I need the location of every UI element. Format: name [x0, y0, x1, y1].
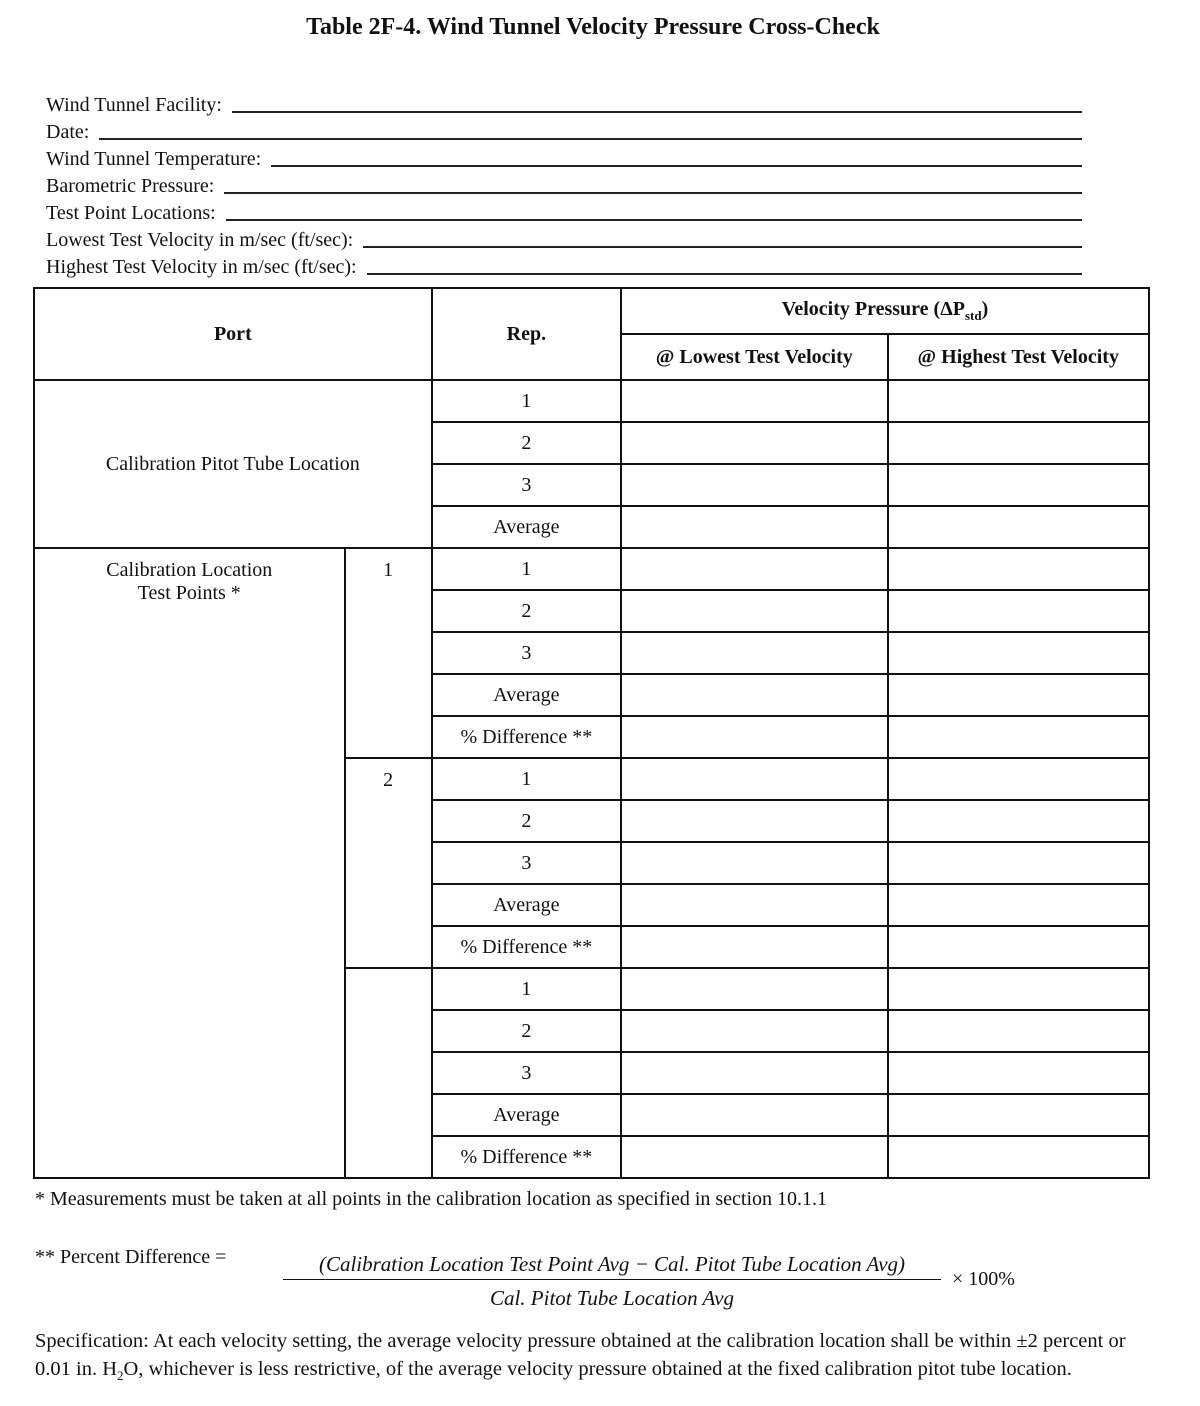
rep-cell: 2: [432, 1010, 621, 1052]
low-entry-cell[interactable]: [621, 758, 887, 800]
page-title: Table 2F-4. Wind Tunnel Velocity Pressure Cross-Check: [306, 14, 880, 40]
low-entry-cell[interactable]: [621, 1094, 887, 1136]
point-number: 2: [345, 758, 432, 968]
formula-multiplier: × 100%: [952, 1268, 1015, 1290]
percent-difference-label: ** Percent Difference =: [35, 1246, 227, 1268]
rep-cell: 2: [432, 422, 621, 464]
high-entry-cell[interactable]: [888, 380, 1150, 422]
high-entry-cell[interactable]: [888, 716, 1150, 758]
low-entry-cell[interactable]: [621, 842, 887, 884]
calibration-location-label: Calibration Location Test Points *: [34, 548, 345, 1178]
rep-cell: 3: [432, 1052, 621, 1094]
date-field[interactable]: [46, 120, 1082, 144]
rep-cell: 3: [432, 842, 621, 884]
pct-diff-cell: % Difference **: [432, 926, 621, 968]
highest-velocity-field[interactable]: [46, 255, 1082, 279]
barometric-label: Barometric Pressure:: [46, 175, 215, 197]
high-entry-cell[interactable]: [888, 674, 1150, 716]
high-entry-cell[interactable]: [888, 1136, 1150, 1178]
rep-cell: 3: [432, 464, 621, 506]
rep-cell: 2: [432, 800, 621, 842]
test-points-blank[interactable]: [226, 207, 1082, 221]
low-entry-cell[interactable]: [621, 716, 887, 758]
high-entry-cell[interactable]: [888, 464, 1150, 506]
high-entry-cell[interactable]: [888, 1010, 1150, 1052]
high-entry-cell[interactable]: [888, 548, 1150, 590]
pct-diff-cell: % Difference **: [432, 1136, 621, 1178]
lowest-velocity-blank[interactable]: [363, 234, 1082, 248]
low-entry-cell[interactable]: [621, 422, 887, 464]
low-entry-cell[interactable]: [621, 380, 887, 422]
point-number-blank: [345, 968, 432, 1178]
average-cell: Average: [432, 1094, 621, 1136]
high-entry-cell[interactable]: [888, 842, 1150, 884]
barometric-blank[interactable]: [224, 180, 1082, 194]
rep-cell: 2: [432, 590, 621, 632]
low-entry-cell[interactable]: [621, 1136, 887, 1178]
low-entry-cell[interactable]: [621, 1052, 887, 1094]
low-entry-cell[interactable]: [621, 548, 887, 590]
highest-velocity-blank[interactable]: [367, 261, 1082, 275]
temperature-field[interactable]: [46, 147, 1082, 171]
formula-denominator: Cal. Pitot Tube Location Avg: [489, 1286, 735, 1310]
high-entry-cell[interactable]: [888, 1094, 1150, 1136]
lowest-velocity-field[interactable]: [46, 228, 1082, 252]
high-entry-cell[interactable]: [888, 1052, 1150, 1094]
point-number: 1: [345, 548, 432, 758]
temperature-label: Wind Tunnel Temperature:: [46, 148, 262, 170]
temperature-blank[interactable]: [271, 153, 1082, 167]
average-cell: Average: [432, 506, 621, 548]
rep-header: Rep.: [432, 288, 621, 380]
test-points-field[interactable]: [46, 201, 1082, 225]
high-entry-cell[interactable]: [888, 506, 1150, 548]
high-entry-cell[interactable]: [888, 884, 1150, 926]
highest-velocity-header: @ Highest Test Velocity: [888, 334, 1150, 380]
facility-label: Wind Tunnel Facility:: [46, 94, 222, 116]
low-entry-cell[interactable]: [621, 800, 887, 842]
high-entry-cell[interactable]: [888, 632, 1150, 674]
formula-numerator: (Calibration Location Test Point Avg − Cal. Pitot Tube Location Avg): [283, 1252, 941, 1280]
footnote-measurements: * Measurements must be taken at all points in the calibration location as specified in section 10.1.1: [35, 1188, 828, 1210]
test-points-label: Test Point Locations:: [46, 202, 216, 224]
highest-velocity-label: Highest Test Velocity in m/sec (ft/sec):: [46, 256, 357, 278]
high-entry-cell[interactable]: [888, 422, 1150, 464]
low-entry-cell[interactable]: [621, 674, 887, 716]
high-entry-cell[interactable]: [888, 926, 1150, 968]
specification-text: Specification: At each velocity setting, the average velocity pressure obtained at the calibration location shall be within ±2 percent or 0.01 in. $H_2O$, whichever is less restrictive, of the average velocity pressure obtained at the fixed calibration pitot tube location.: [35, 1330, 1126, 1384]
pct-diff-cell: % Difference **: [432, 716, 621, 758]
barometric-field[interactable]: [46, 174, 1082, 198]
lowest-velocity-header: @ Lowest Test Velocity: [621, 334, 887, 380]
average-cell: Average: [432, 674, 621, 716]
rep-cell: 3: [432, 632, 621, 674]
port-header: Port: [34, 288, 432, 380]
low-entry-cell[interactable]: [621, 506, 887, 548]
date-label: Date:: [46, 121, 90, 143]
facility-blank[interactable]: [232, 99, 1082, 113]
high-entry-cell[interactable]: [888, 800, 1150, 842]
low-entry-cell[interactable]: [621, 884, 887, 926]
high-entry-cell[interactable]: [888, 758, 1150, 800]
high-entry-cell[interactable]: [888, 968, 1150, 1010]
low-entry-cell[interactable]: [621, 464, 887, 506]
rep-cell: 1: [432, 380, 621, 422]
low-entry-cell[interactable]: [621, 926, 887, 968]
cross-check-table: [33, 287, 1150, 1179]
pitot-tube-location-label: Calibration Pitot Tube Location: [34, 380, 432, 548]
low-entry-cell[interactable]: [621, 1010, 887, 1052]
rep-cell: 1: [432, 968, 621, 1010]
lowest-velocity-label: Lowest Test Velocity in m/sec (ft/sec):: [46, 229, 354, 251]
rep-cell: 1: [432, 758, 621, 800]
high-entry-cell[interactable]: [888, 590, 1150, 632]
low-entry-cell[interactable]: [621, 590, 887, 632]
low-entry-cell[interactable]: [621, 968, 887, 1010]
date-blank[interactable]: [99, 126, 1082, 140]
rep-cell: 1: [432, 548, 621, 590]
low-entry-cell[interactable]: [621, 632, 887, 674]
facility-field[interactable]: [46, 93, 1082, 117]
velocity-pressure-header: Velocity Pressure $(\Delta P_{std})$: [621, 288, 1149, 334]
average-cell: Average: [432, 884, 621, 926]
